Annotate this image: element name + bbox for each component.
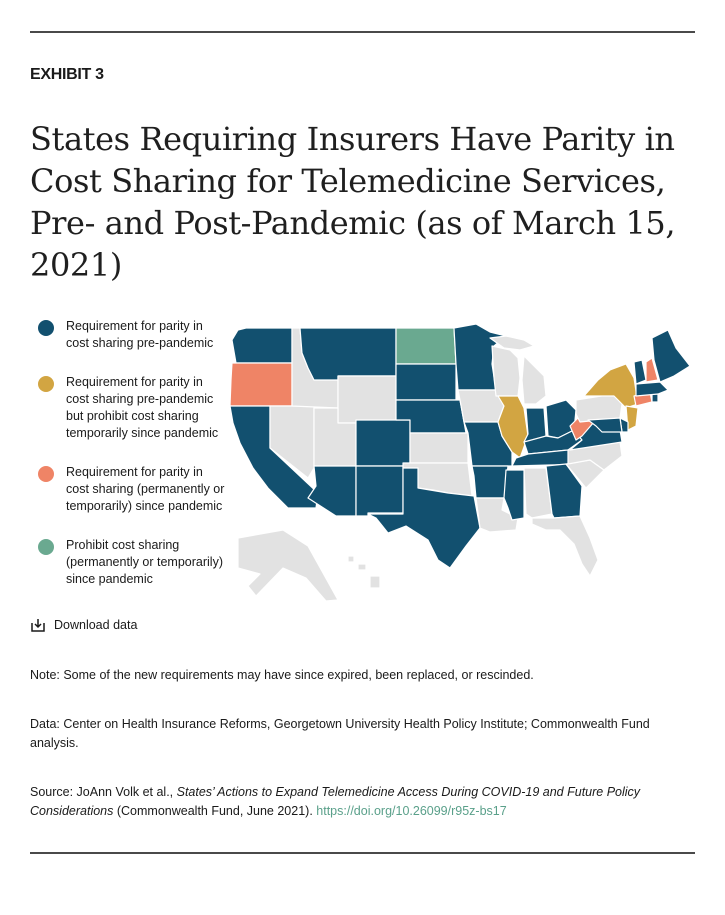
state-wy <box>338 376 396 423</box>
doi-link[interactable]: https://doi.org/10.26099/r95z-bs17 <box>316 804 507 818</box>
state-vt <box>634 360 646 384</box>
legend-label-pre-prohibit: Requirement for parity in cost sharing pre-pandemic but prohibit cost sharing temporarily since pandemic <box>66 375 219 440</box>
state-ri <box>652 394 658 402</box>
bottom-divider <box>30 852 695 854</box>
state-ar <box>472 466 508 498</box>
state-mt <box>300 328 396 380</box>
legend-label-prohibit: Prohibit cost sharing (permanently or temporarily) since pandemic <box>66 538 223 586</box>
state-fl <box>532 516 598 576</box>
state-sd <box>396 364 456 400</box>
legend-label-since-pandemic: Requirement for parity in cost sharing (permanently or temporarily) since pandemic <box>66 465 225 513</box>
download-data-label: Download data <box>54 618 138 632</box>
state-hi <box>348 556 380 588</box>
state-wa <box>232 328 292 363</box>
download-icon <box>30 617 46 633</box>
legend-swatch-pre-pandemic <box>38 320 54 336</box>
us-states-map <box>228 318 698 608</box>
download-data-button[interactable] <box>30 617 137 633</box>
chart-title: States Requiring Insurers Have Parity in Cost Sharing for Telemedicine Services, Pre- and Post-Pandemic (as of March 15, 2021) <box>30 120 676 284</box>
top-divider <box>30 31 695 33</box>
state-nm <box>356 466 403 516</box>
source-citation <box>30 783 695 821</box>
legend-swatch-pre-prohibit <box>38 376 54 392</box>
data-source-text: Data: Center on Health Insurance Reforms, Georgetown University Health Policy Institute; Commonwealth Fund analysis. <box>30 717 650 750</box>
legend-swatch-prohibit <box>38 539 54 555</box>
state-nd <box>396 328 456 364</box>
state-ma <box>636 382 668 396</box>
source-suffix: (Commonwealth Fund, June 2021). <box>113 804 317 818</box>
legend-swatch-since-pandemic <box>38 466 54 482</box>
state-ak <box>238 530 338 601</box>
source-report-title: States’ Actions to Expand Telemedicine Access During COVID-19 and Future Policy Considerations <box>30 785 641 818</box>
state-wi <box>492 346 520 396</box>
exhibit-label: EXHIBIT 3 <box>30 66 104 83</box>
legend-label-pre-pandemic: Requirement for parity in cost sharing pre-pandemic <box>66 319 214 350</box>
note-text: Note: Some of the new requirements may have since expired, been replaced, or rescinded. <box>30 668 534 682</box>
state-ks <box>410 433 468 463</box>
state-co <box>356 420 410 466</box>
source-prefix: Source: JoAnn Volk et al., <box>30 785 177 799</box>
state-me <box>652 330 690 382</box>
state-or <box>230 363 292 406</box>
